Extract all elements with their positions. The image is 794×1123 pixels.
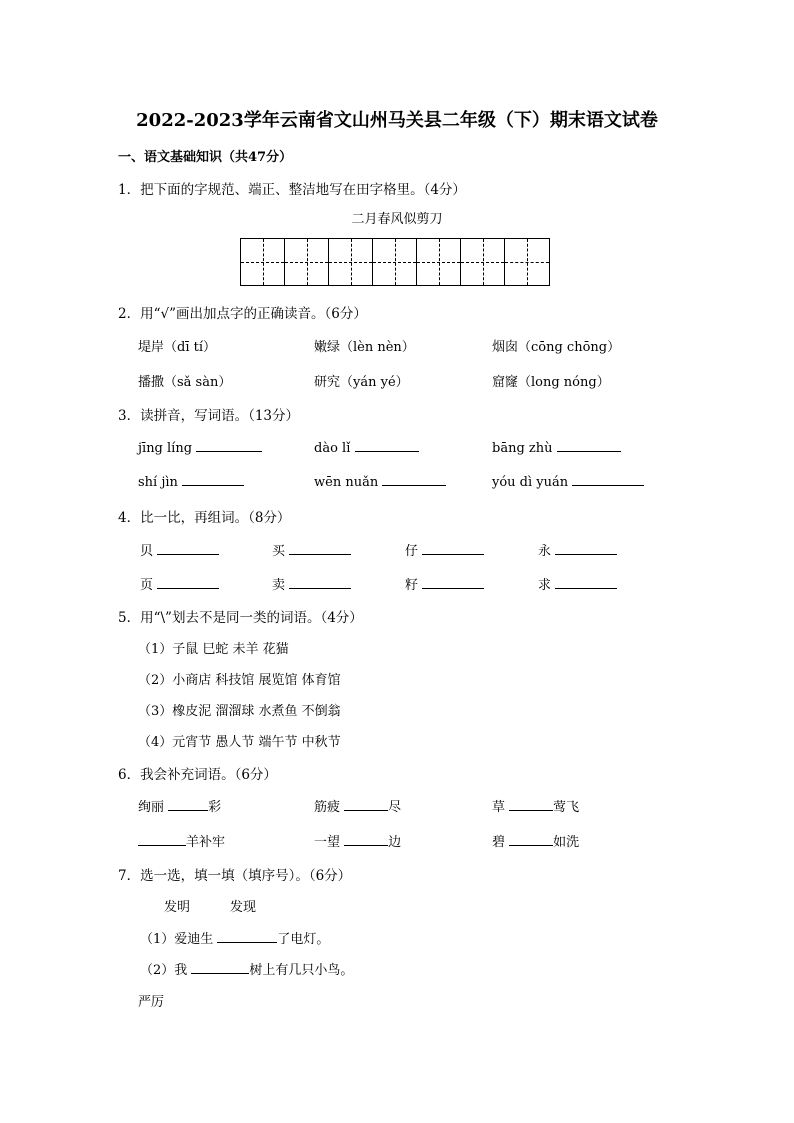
question-2: 2．用“√”画出加点字的正确读音。（6分） <box>118 306 367 322</box>
answer-blank[interactable] <box>555 575 617 589</box>
answer-blank[interactable] <box>344 797 388 811</box>
pinyin-choice[interactable]: 嫩绿（lèn nèn） <box>314 340 415 355</box>
answer-blank[interactable] <box>344 832 388 846</box>
pinyin-item: dào lǐ <box>314 438 419 456</box>
page-title: 2022-2023学年云南省文山州马关县二年级（下）期末语文试卷 <box>136 110 658 131</box>
answer-blank[interactable] <box>555 541 617 555</box>
pinyin-item: yóu dì yuán <box>492 472 644 490</box>
answer-blank[interactable] <box>422 575 484 589</box>
grid-cell[interactable] <box>285 239 329 285</box>
compare-char: 仔 <box>405 540 484 559</box>
question-6: 6．我会补充词语。（6分） <box>118 767 277 783</box>
compare-char: 贝 <box>140 540 219 559</box>
answer-blank[interactable] <box>191 960 249 974</box>
idiom-item: 一望 边 <box>314 831 401 850</box>
grid-cell[interactable] <box>241 239 285 285</box>
answer-blank[interactable] <box>168 797 208 811</box>
grid-cell[interactable] <box>461 239 505 285</box>
compare-char: 永 <box>538 540 617 559</box>
answer-blank[interactable] <box>422 541 484 555</box>
grid-cell[interactable] <box>373 239 417 285</box>
idiom-item: 羊补牢 <box>138 831 225 850</box>
word-group[interactable]: （1）子鼠 巳蛇 未羊 花猫 <box>138 642 289 657</box>
pinyin-choice[interactable]: 研究（yán yé） <box>314 375 409 390</box>
answer-blank[interactable] <box>572 472 644 486</box>
answer-blank[interactable] <box>355 438 419 452</box>
question-7: 7．选一选，填一填（填序号）。（6分） <box>118 868 352 884</box>
compare-char: 卖 <box>272 574 351 593</box>
copy-phrase: 二月春风似剪刀 <box>351 212 443 227</box>
fill-sentence: （1）爱迪生 了电灯。 <box>140 928 329 947</box>
idiom-item: 碧 如洗 <box>492 831 579 850</box>
question-3: 3．读拼音，写词语。（13分） <box>118 408 300 424</box>
answer-blank[interactable] <box>196 438 262 452</box>
question-1: 1．把下面的字规范、端正、整洁地写在田字格里。（4分） <box>118 182 466 198</box>
answer-blank[interactable] <box>509 832 553 846</box>
pinyin-choice[interactable]: 烟囱（cōng chōng） <box>492 340 621 355</box>
idiom-item: 绚丽 彩 <box>138 796 221 815</box>
answer-blank[interactable] <box>138 832 186 846</box>
pinyin-item: bāng zhù <box>492 438 621 456</box>
pinyin-item: shí jìn <box>138 472 244 490</box>
pinyin-item: jīng líng <box>138 438 262 456</box>
pinyin-choice[interactable]: 堤岸（dī tí） <box>138 340 216 355</box>
option-word: 发明 <box>164 900 191 915</box>
answer-blank[interactable] <box>157 575 219 589</box>
compare-char: 买 <box>272 540 351 559</box>
answer-blank[interactable] <box>217 929 277 943</box>
pinyin-choice[interactable]: 窟窿（long nóng） <box>492 375 610 390</box>
answer-blank[interactable] <box>289 541 351 555</box>
question-5: 5．用“\”划去不是同一类的词语。（4分） <box>118 610 363 626</box>
idiom-item: 草 莺飞 <box>492 796 579 815</box>
pinyin-choice[interactable]: 播撒（sǎ sàn） <box>138 375 232 390</box>
word-group[interactable]: （3）橡皮泥 溜溜球 水煮鱼 不倒翁 <box>138 704 341 719</box>
answer-blank[interactable] <box>557 438 621 452</box>
idiom-item: 筋疲 尽 <box>314 796 401 815</box>
answer-blank[interactable] <box>509 797 553 811</box>
option-word: 发现 <box>230 900 257 915</box>
question-4: 4．比一比，再组词。（8分） <box>118 510 291 526</box>
grid-cell[interactable] <box>417 239 461 285</box>
fill-sentence: （2）我 树上有几只小鸟。 <box>140 959 353 978</box>
answer-blank[interactable] <box>382 472 446 486</box>
compare-char: 页 <box>140 574 219 593</box>
pinyin-item: wēn nuǎn <box>314 472 446 490</box>
option-word: 严厉 <box>138 995 165 1010</box>
answer-blank[interactable] <box>157 541 219 555</box>
compare-char: 籽 <box>405 574 484 593</box>
section-heading: 一、语文基础知识（共47分） <box>118 150 293 165</box>
compare-char: 求 <box>538 574 617 593</box>
word-group[interactable]: （2）小商店 科技馆 展览馆 体育馆 <box>138 673 341 688</box>
answer-blank[interactable] <box>182 472 244 486</box>
grid-cell[interactable] <box>329 239 373 285</box>
answer-blank[interactable] <box>289 575 351 589</box>
grid-cell[interactable] <box>505 239 549 285</box>
writing-grid[interactable] <box>240 238 550 286</box>
word-group[interactable]: （4）元宵节 愚人节 端午节 中秋节 <box>138 735 341 750</box>
